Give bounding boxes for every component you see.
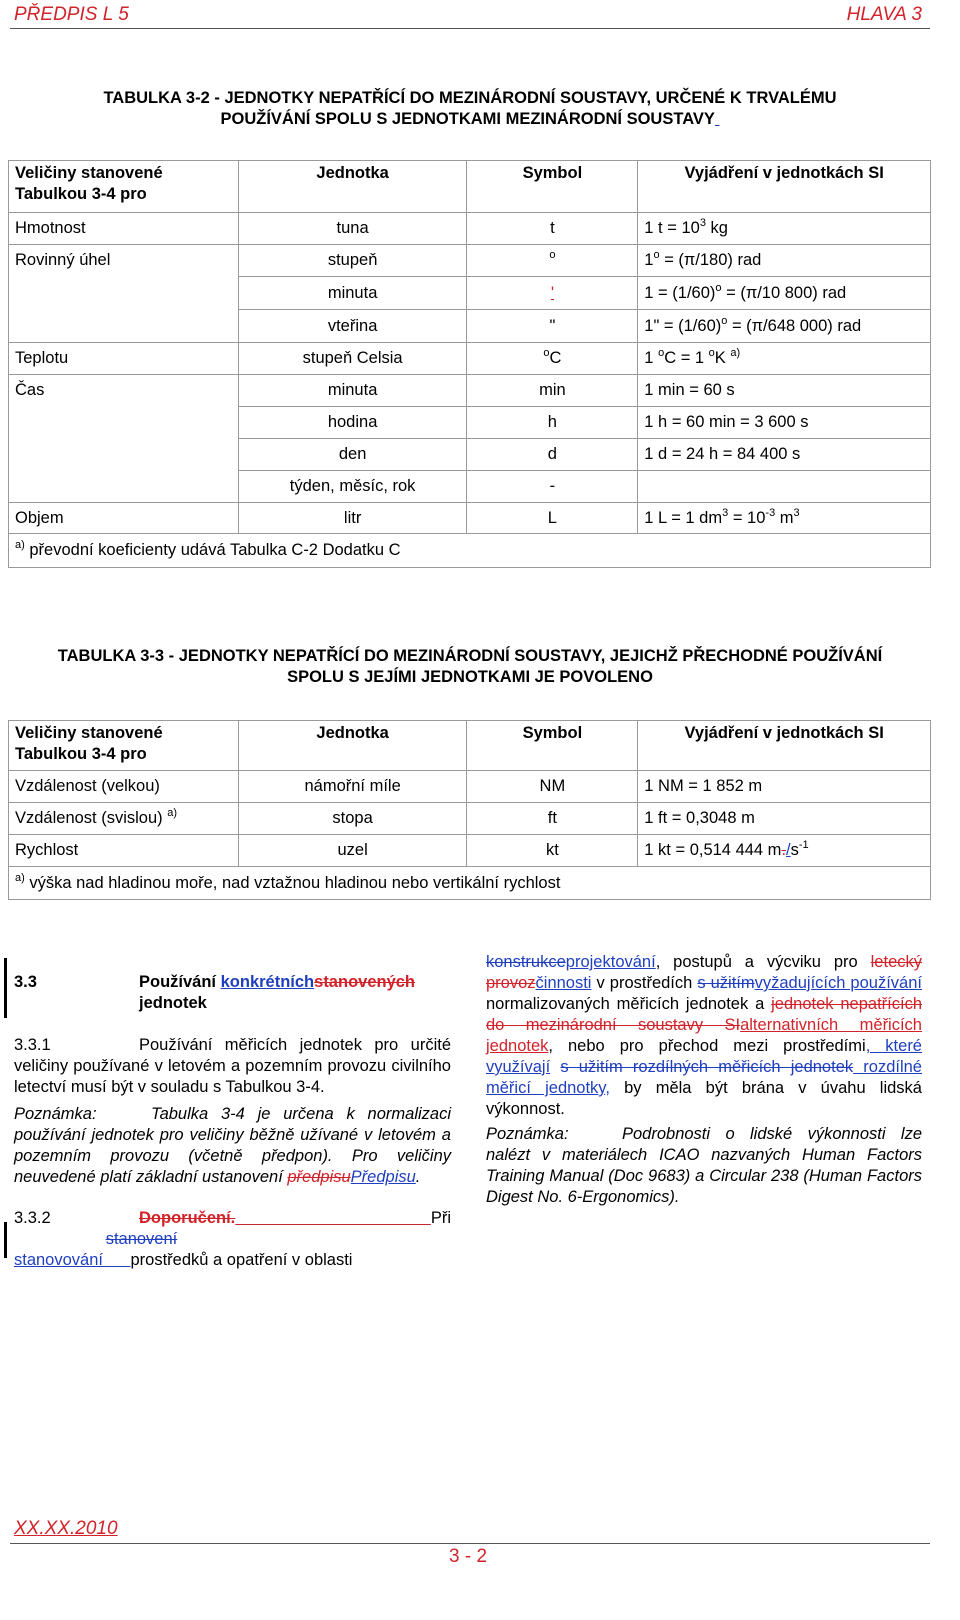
footer-page-number: 3 - 2 <box>449 1546 488 1567</box>
header-rule <box>10 28 930 29</box>
note-human-performance: Poznámka: Podrobnosti o lidské výkonnosti lze nalézt v materiálech ICAO nazvaných Human Factors Training Manual (Doc 9683) a Circular 238 (Human Factors Digest No. 6-Ergonomics). <box>486 1125 922 1206</box>
cell-quantity-empty <box>9 277 239 310</box>
paragraph-number: 3.3.1 <box>14 1036 51 1054</box>
table2-note-row <box>9 867 931 900</box>
note-3-3-1: Poznámka: Tabulka 3-4 je určena k normalizaci používání jednotek pro veličiny běžně užívané v letovém a pozemním provozu (včetně předpon). Pro veličiny neuvedené platí základní ustanovení předpisuPředpisu. <box>14 1105 451 1186</box>
cell-si: 1 ft = 0,3048 m <box>638 803 931 835</box>
cell-unit: tuna <box>238 213 467 245</box>
footer-date: XX.XX.2010 <box>14 1518 118 1539</box>
table-row <box>9 471 931 503</box>
cell-si: 1 $t = 10^3$ kg <box>638 213 931 245</box>
table2-header-symbol: Symbol <box>467 721 638 771</box>
paragraph-3-3-2: 3.3.2 Doporučení. Při stanovení stanovování prostředků a opatření v oblasti <box>14 1209 451 1269</box>
cell-quantity: Vzdálenost (velkou) <box>9 771 239 803</box>
table1 <box>8 160 931 568</box>
cell-symbol: t <box>467 213 638 245</box>
table2-title-line2: SPOLU S JEJÍMI JEDNOTKAMI JE POVOLENO <box>287 668 653 686</box>
cell-quantity: Čas <box>9 375 239 407</box>
table-row <box>9 245 931 277</box>
cell-unit: litr <box>238 503 467 534</box>
paragraph-3-3-1 <box>14 1035 451 1098</box>
table-row <box>9 439 931 471</box>
table2-header-unit: Jednotka <box>238 721 467 771</box>
cell-quantity: Objem <box>9 503 239 534</box>
cell-symbol: h <box>467 407 638 439</box>
footer-rule <box>10 1543 930 1544</box>
cell-unit: minuta <box>238 277 467 310</box>
table2-header-quantity: Veličiny stanovené Tabulkou 3-4 pro <box>9 721 239 771</box>
table2-header-si: Vyjádření v jednotkách SI <box>638 721 931 771</box>
cell-symbol: kt <box>467 835 638 867</box>
table-row <box>9 310 931 343</box>
paragraph-text: Používání měřicích jednotek pro určité veličiny používané v letovém a pozemním provozu civilního letectví musí být v souladu s Tabulkou 3-4. <box>14 1036 451 1096</box>
cell-symbol: min <box>467 375 638 407</box>
table1-header-row <box>9 161 931 213</box>
cell-quantity: Hmotnost <box>9 213 239 245</box>
cell-symbol: " <box>467 310 638 343</box>
cell-si: 1 min = 60 s <box>638 375 931 407</box>
cell-si: 1 $^o$C = 1 $^o$K $^{a)}$ <box>638 343 931 375</box>
change-bar <box>4 958 7 1018</box>
paragraph-continuation: konstrukceprojektování, postupů a výcviku pro letecký provozčinnosti v prostředích s užitímvyžadujících používání normalizovaných měřicích jednotek a jednotek nepatřících do mezinárodní soustavy SIalternativních měřicích jednotek, nebo pro přechod mezi prostředími, které využívají s užitím rozdílných měřicích jednotek rozdílné měřicí jednotky, by měla být brána v úvahu lidská výkonnost. <box>486 953 922 1118</box>
table-row <box>9 277 931 310</box>
cell-si: 1 h = 60 min = 3 600 s <box>638 407 931 439</box>
table-row <box>9 213 931 245</box>
cell-unit: stopa <box>238 803 467 835</box>
table2-note: $^{a)}$ výška nad hladinou moře, nad vztažnou hladinou nebo vertikální rychlost <box>9 867 931 900</box>
cell-quantity: Rychlost <box>9 835 239 867</box>
table2-title <box>10 646 930 688</box>
cell-quantity: Teplotu <box>9 343 239 375</box>
cell-quantity-empty <box>9 407 239 439</box>
table2 <box>8 720 931 900</box>
cell-symbol: o <box>467 245 638 277</box>
table1-title <box>10 88 930 130</box>
table1-note-row <box>9 534 931 568</box>
header-chapter-right: HLAVA 3 <box>846 4 922 25</box>
cell-si: 1 L = 1 $dm^3 = 10^{-3}$ $m^3$ <box>638 503 931 534</box>
table1-header-quantity: Veličiny stanovené Tabulkou 3-4 pro <box>9 161 239 213</box>
cell-unit: hodina <box>238 407 467 439</box>
cell-quantity-empty <box>9 439 239 471</box>
cell-quantity: Vzdálenost (svislou) $^{a)}$ <box>9 803 239 835</box>
table1-title-line1: TABULKA 3-2 - JEDNOTKY NEPATŘÍCÍ DO MEZINÁRODNÍ SOUSTAVY, URČENÉ K TRVALÉMU <box>103 89 837 107</box>
cell-unit: stupeň Celsia <box>238 343 467 375</box>
table-row <box>9 343 931 375</box>
table-row <box>9 407 931 439</box>
table1-title-line2: POUŽÍVÁNÍ SPOLU S JEDNOTKAMI MEZINÁRODNÍ SOUSTAVY <box>220 110 715 128</box>
left-column <box>14 972 451 1271</box>
table-row <box>9 375 931 407</box>
cell-si: $1 = (1/60)^o = (\pi/10$ 800) rad <box>638 277 931 310</box>
table-row <box>9 503 931 534</box>
cell-symbol: d <box>467 439 638 471</box>
table1-note: $^{a)}$ převodní koeficienty udává Tabulka C-2 Dodatku C <box>9 534 931 568</box>
cell-si-empty <box>638 471 931 503</box>
section-number: 3.3 <box>14 973 37 991</box>
table1-header-symbol: Symbol <box>467 161 638 213</box>
cell-symbol: ft <box>467 803 638 835</box>
table-row <box>9 835 931 867</box>
header-chapter-left: PŘEDPIS L 5 <box>14 4 129 25</box>
cell-unit: uzel <box>238 835 467 867</box>
cell-symbol: - <box>467 471 638 503</box>
cell-unit: týden, měsíc, rok <box>238 471 467 503</box>
cell-unit: stupeň <box>238 245 467 277</box>
cell-quantity-empty <box>9 471 239 503</box>
cell-unit: den <box>238 439 467 471</box>
cell-symbol: ' <box>467 277 638 310</box>
cell-unit: minuta <box>238 375 467 407</box>
cell-quantity: Rovinný úhel <box>9 245 239 277</box>
cell-si: $1^o = (\pi/180)$ rad <box>638 245 931 277</box>
cell-symbol: L <box>467 503 638 534</box>
table-row <box>9 771 931 803</box>
table-row <box>9 803 931 835</box>
section-title: Používání konkrétníchstanovených jednotek <box>139 973 416 1012</box>
table1-header-si: Vyjádření v jednotkách SI <box>638 161 931 213</box>
cell-unit: vteřina <box>238 310 467 343</box>
cell-si: 1 kt = 0,514 444 $m./s^{-1}$ <box>638 835 931 867</box>
cell-unit: námořní míle <box>238 771 467 803</box>
section-heading <box>14 972 451 1014</box>
cell-symbol: NM <box>467 771 638 803</box>
cell-si: 1 d = 24 h = 84 400 s <box>638 439 931 471</box>
cell-symbol: $^o$C <box>467 343 638 375</box>
right-column <box>486 952 922 1208</box>
table2-title-line1: TABULKA 3-3 - JEDNOTKY NEPATŘÍCÍ DO MEZINÁRODNÍ SOUSTAVY, JEJICHŽ PŘECHODNÉ POUŽÍVÁNÍ <box>57 647 883 665</box>
cell-quantity-empty <box>9 310 239 343</box>
change-bar <box>4 1222 7 1258</box>
table1-header-unit: Jednotka <box>238 161 467 213</box>
cell-si: 1 NM = 1 852 m <box>638 771 931 803</box>
cell-si: 1" = $(1/60)^o = (\pi/648$ 000) rad <box>638 310 931 343</box>
table2-header-row <box>9 721 931 771</box>
